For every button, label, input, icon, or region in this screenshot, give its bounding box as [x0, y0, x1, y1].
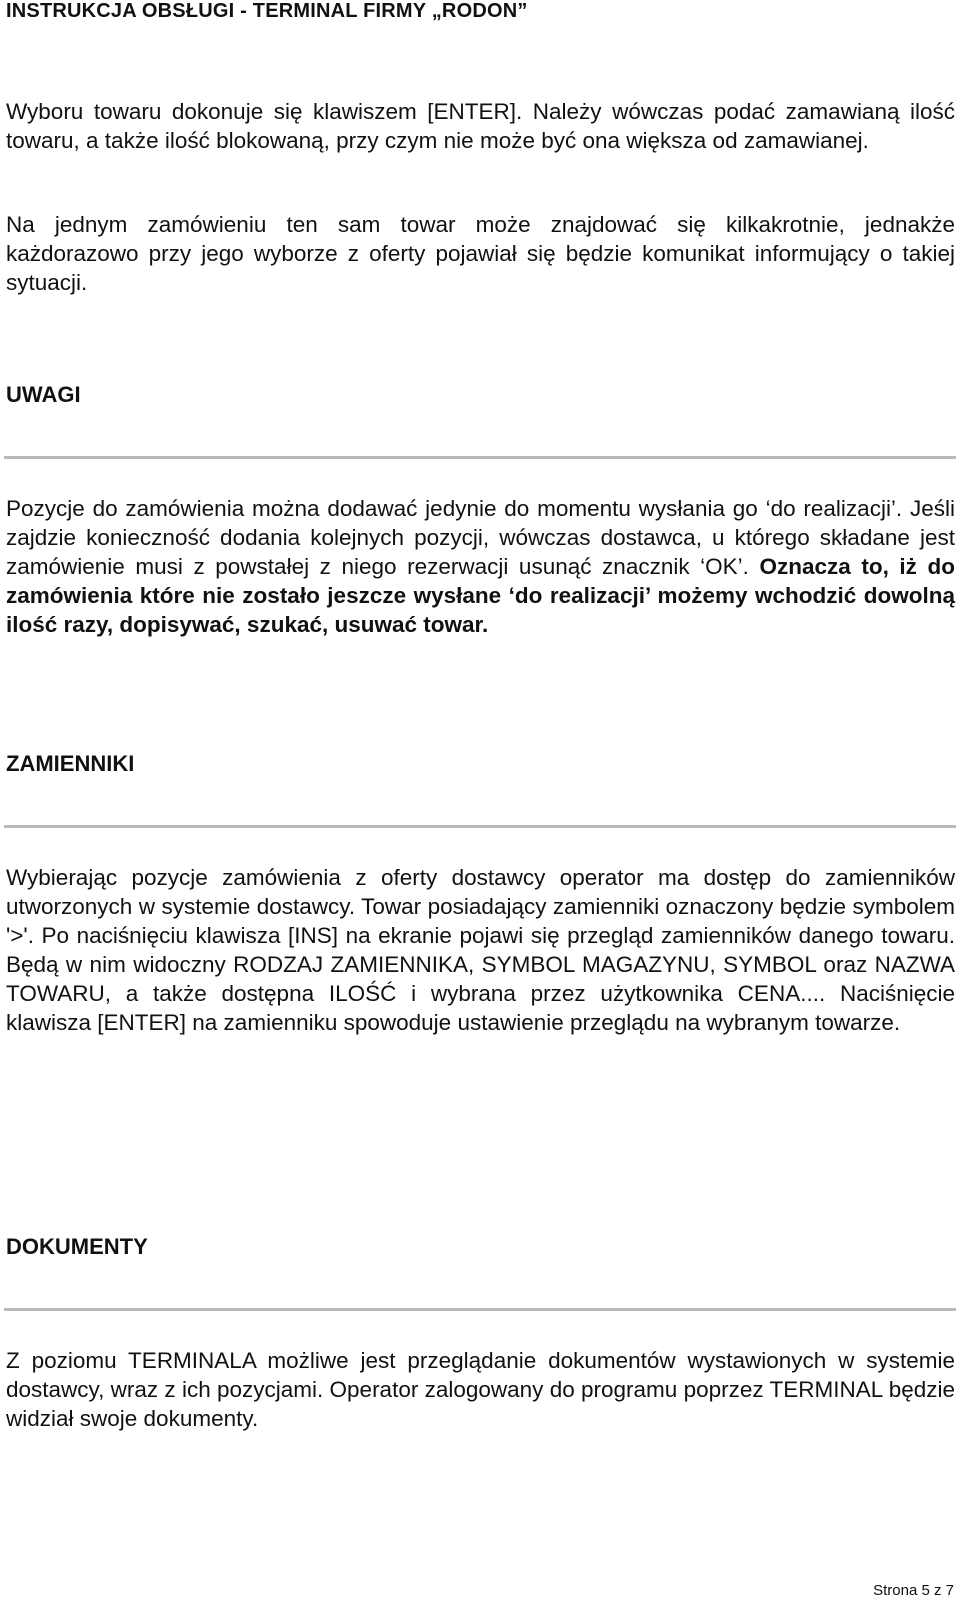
uwagi-bold-text: Oznacza to, iż do zamówienia które nie zostało jeszcze wysłane ‘do realizacji’ możemy wchodzić dowolną ilość razy, dopisywać, szukać, usuwać towar. [6, 554, 955, 637]
page-number: Strona 5 z 7 [873, 1582, 954, 1599]
uwagi-text: Pozycje do zamówienia można dodawać jedynie do momentu wysłania go ‘do realizacji’. Jeśli zajdzie konieczność dodania kolejnych pozycji, wówczas dostawca, u którego składane jest zamówienie musi z powstałej z niego rezerwacji usunąć znacznik ‘OK’. [6, 496, 955, 579]
paragraph-dokumenty: Z poziomu TERMINALA możliwe jest przeglądanie dokumentów wystawionych w systemie dostawcy, wraz z ich pozycjami. Operator zalogowany do programu poprzez TERMINAL będzie widział swoje dokumenty. [6, 1348, 955, 1431]
document-header: INSTRUKCJA OBSŁUGI - TERMINAL FIRMY „RODON” [6, 0, 528, 22]
section-heading-uwagi: UWAGI [6, 382, 81, 407]
section-heading-dokumenty: DOKUMENTY [6, 1234, 148, 1259]
paragraph-duplicate-items: Na jednym zamówieniu ten sam towar może znajdować się kilkakrotnie, jednakże każdorazowo przy jego wyborze z oferty pojawiał się będzie komunikat informujący o takiej sytuacji. [6, 212, 955, 295]
section-divider [4, 1308, 956, 1311]
paragraph-enter-selection: Wyboru towaru dokonuje się klawiszem [ENTER]. Należy wówczas podać zamawianą ilość towaru, a także ilość blokowaną, przy czym nie może być ona większa od zamawianej. [6, 99, 955, 153]
section-divider [4, 456, 956, 459]
section-divider [4, 825, 956, 828]
paragraph-zamienniki: Wybierając pozycje zamówienia z oferty dostawcy operator ma dostęp do zamienników utworzonych w systemie dostawcy. Towar posiadający zamienniki oznaczony będzie symbolem '>'. Po naciśnięciu klawisza [INS] na ekranie pojawi się przegląd zamienników danego towaru. Będą w nim widoczny RODZAJ ZAMIENNIKA, SYMBOL MAGAZYNU, SYMBOL oraz NAZWA TOWARU, a także dostępna ILOŚĆ i wybrana przez użytkownika CENA.... Naciśnięcie klawisza [ENTER] na zamienniku spowoduje ustawienie przeglądu na wybranym towarze. [6, 865, 955, 1035]
section-heading-zamienniki: ZAMIENNIKI [6, 751, 135, 776]
paragraph-uwagi [6, 494, 955, 639]
